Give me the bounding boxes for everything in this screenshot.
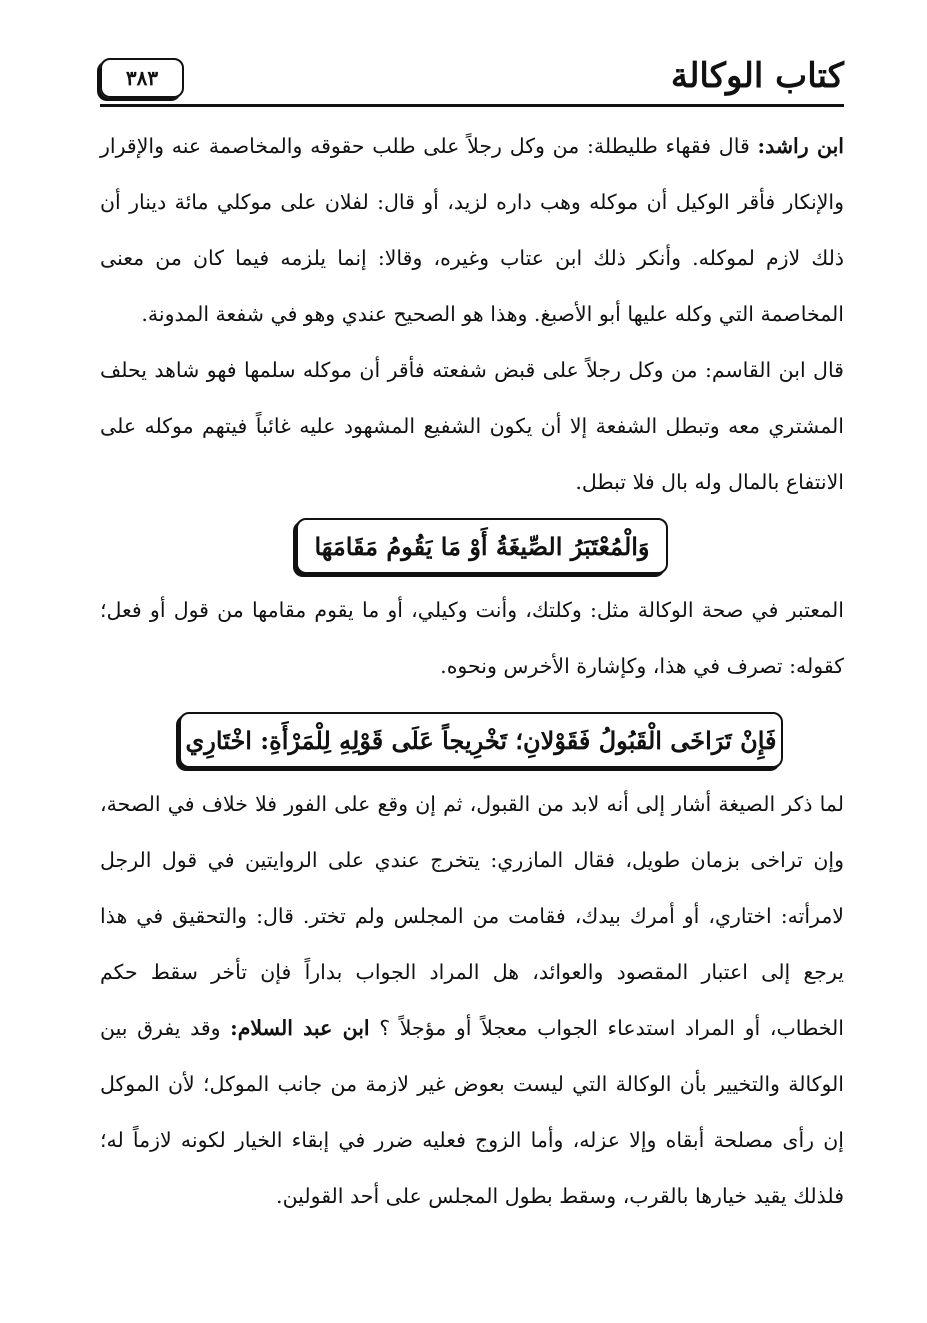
header-rule [100,104,844,107]
paragraph-text: لما ذكر الصيغة أشار إلى أنه لابد من القبول، ثم إن وقع على الفور فلا خلاف في الصحة، وإن تراخى بزمان طويل، فقال المازري: يتخرج عندي على الروايتين في قول الرجل لامرأته: اختاري، أو أمرك بيدك، فقامت من المجلس ولم تختر. قال: والتحقيق في هذا يرجع إلى اعتبار المقصود والعوائد، هل المراد الجواب بداراً فإن تأخر سقط حكم الخطاب، أو المراد استدعاء الجواب معجلاً أو مؤجلاً ؟ [100,792,844,1040]
section-3 [100,776,844,1224]
book-title: كتاب الوكالة [670,56,844,96]
running-header [100,52,844,110]
paragraph-text: وقد يفرق بين الوكالة والتخيير بأن الوكالة التي ليست بعوض غير لازمة من جانب الموكل؛ لأن الموكل إن رأى مصلحة أبقاه وإلا عزله، وأما الزوج فعليه ضرر في إبقاء الخيار لكونه لازماً له؛ فلذلك يقيد خيارها بالقرب، وسقط بطول المجلس على أحد القولين. [100,1016,844,1208]
section-2 [100,582,844,694]
section-heading-1: وَالْمُعْتَبَرُ الصِّيغَةُ أَوْ مَا يَقُومُ مَقَامَهَا [296,518,668,574]
section-heading-2: فَإِنْ تَرَاخَى الْقَبُولُ فَقَوْلانِ؛ تَخْرِيجاً عَلَى قَوْلِهِ لِلْمَرْأَةِ: اخْتَارِي [179,712,783,768]
paragraph-ibn-al-qasim: قال ابن القاسم: من وكل رجلاً على قبض شفعته فأقر أن موكله سلمها فهو شاهد يحلف المشتري معه وتبطل الشفعة إلا أن يكون الشفيع المشهود عليه غائباً فيتهم موكله على الانتفاع بالمال وله بال فلا تبطل. [100,358,844,494]
speaker-name: ابن عبد السلام: [230,1016,370,1040]
paragraph-text: قال فقهاء طليطلة: من وكل رجلاً على طلب حقوقه والمخاصمة عنه والإقرار والإنكار فأقر الوكيل أن موكله وهب داره لزيد، أو قال: لفلان على موكلي مائة دينار أن ذلك لازم لموكله. وأنكر ذلك ابن عتاب وغيره، وقالا: إنما يلزمه فيما كان من معنى المخاصمة التي وكله عليها أبو الأصبغ. وهذا هو الصحيح عندي وهو في شفعة المدونة. [100,134,844,326]
paragraph-ibn-rashid [100,118,844,342]
paragraph-qabul [100,776,844,1224]
page-number: ٣٨٣ [100,58,184,98]
speaker-name: ابن راشد: [757,134,845,158]
paragraph-sighah: المعتبر في صحة الوكالة مثل: وكلتك، وأنت وكيلي، أو ما يقوم مقامها من قول أو فعل؛ كقوله: تصرف في هذا، وكإشارة الأخرس ونحوه. [100,598,844,678]
section-1 [100,118,844,510]
